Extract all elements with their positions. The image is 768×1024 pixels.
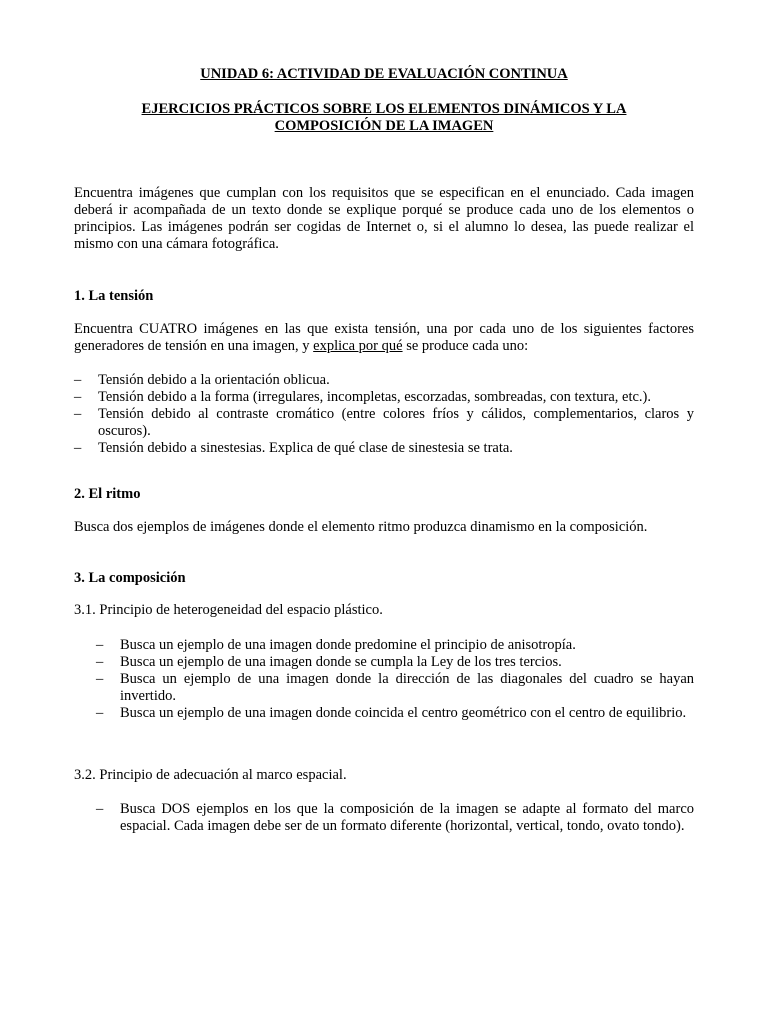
list-item [74, 372, 694, 389]
list-item-text: Tensión debido a la orientación oblicua. [98, 372, 330, 388]
list-item [74, 389, 694, 406]
dash-bullet: – [74, 440, 82, 456]
section-title-ritmo: 2. El ritmo [74, 486, 141, 502]
subsection-title-heterogeneidad: 3.1. Principio de heterogeneidad del espacio plástico. [74, 602, 383, 618]
list-item-text: Tensión debido a la forma (irregulares, incompletas, escorzadas, sombreadas, con textura, etc.). [98, 389, 651, 405]
list-item [74, 440, 694, 457]
dash-bullet: – [96, 637, 104, 653]
marco-list [96, 801, 694, 835]
list-item-text: Busca un ejemplo de una imagen donde predomine el principio de anisotropía. [120, 637, 576, 653]
list-item [96, 705, 694, 722]
section-title-composicion: 3. La composición [74, 570, 186, 586]
tension-list [74, 372, 694, 457]
document-title: UNIDAD 6: ACTIVIDAD DE EVALUACIÓN CONTINUA [200, 66, 568, 82]
tension-paragraph [74, 321, 694, 355]
dash-bullet: – [74, 372, 82, 388]
dash-bullet: – [96, 654, 104, 670]
tension-text-underlined: explica por qué [313, 338, 403, 354]
document-subtitle: EJERCICIOS PRÁCTICOS SOBRE LOS ELEMENTOS DINÁMICOS Y LA COMPOSICIÓN DE LA IMAGEN [141, 101, 627, 134]
list-item-text: Busca DOS ejemplos en los que la composición de la imagen se adapte al formato del marco espacial. Cada imagen debe ser de un formato diferente (horizontal, vertical, tondo, ovato tondo). [120, 801, 694, 834]
list-item-text: Busca un ejemplo de una imagen donde la dirección de las diagonales del cuadro se hayan invertido. [120, 671, 694, 704]
list-item-text: Tensión debido al contraste cromático (entre colores fríos y cálidos, complementarios, claros y oscuros). [98, 406, 694, 439]
list-item-text: Busca un ejemplo de una imagen donde se cumpla la Ley de los tres tercios. [120, 654, 562, 670]
intro-paragraph: Encuentra imágenes que cumplan con los requisitos que se especifican en el enunciado. Cada imagen deberá ir acompañada de un texto donde se explique porqué se produce cada uno de los elementos o principios. Las imágenes podrán ser cogidas de Internet o, si el alumno lo desea, las puede realizar el mismo con una cámara fotográfica. [74, 185, 694, 252]
dash-bullet: – [96, 801, 104, 817]
list-item [96, 654, 694, 671]
list-item [96, 801, 694, 835]
tension-text-before: Encuentra CUATRO imágenes en las que exista tensión, una por cada uno de los siguientes factores generadores de tensión en una imagen, y [74, 321, 694, 354]
list-item-text: Tensión debido a sinestesias. Explica de qué clase de sinestesia se trata. [98, 440, 513, 456]
heterogeneidad-list [96, 637, 694, 722]
dash-bullet: – [74, 389, 82, 405]
subsection-title-marco: 3.2. Principio de adecuación al marco espacial. [74, 767, 347, 783]
list-item [96, 671, 694, 705]
dash-bullet: – [74, 406, 82, 422]
tension-text-after: se produce cada uno: [402, 338, 529, 354]
list-item-text: Busca un ejemplo de una imagen donde coincida el centro geométrico con el centro de equilibrio. [120, 705, 687, 721]
list-item [74, 406, 694, 440]
ritmo-paragraph: Busca dos ejemplos de imágenes donde el elemento ritmo produzca dinamismo en la composición. [74, 519, 648, 535]
section-title-tension: 1. La tensión [74, 288, 154, 304]
dash-bullet: – [96, 705, 104, 721]
list-item [96, 637, 694, 654]
dash-bullet: – [96, 671, 104, 687]
